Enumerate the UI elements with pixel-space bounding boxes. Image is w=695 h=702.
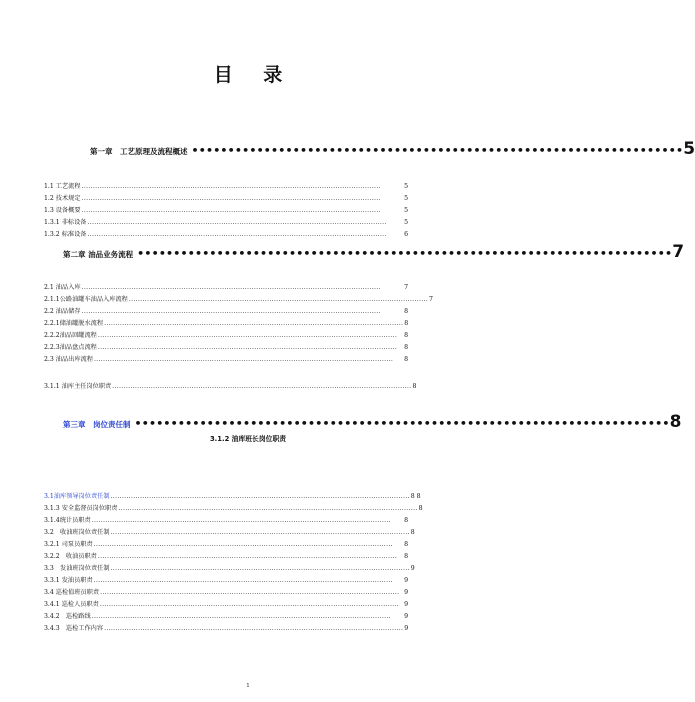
toc-entry[interactable]	[44, 553, 408, 560]
entry-page: 9	[404, 625, 409, 632]
toc-entry[interactable]	[44, 320, 408, 327]
entry-page: 9	[404, 589, 408, 596]
toc-entry[interactable]	[44, 493, 421, 500]
chapter-page: 7	[672, 242, 685, 262]
entry-text: 3.4.2 巡检路线	[44, 613, 91, 620]
entry-page: 8	[404, 308, 408, 315]
toc-entry[interactable]	[44, 284, 408, 291]
entry-text: 2.3 油品出库流程	[44, 356, 93, 363]
entry-text: 3.1.3 安全监督员岗位职责	[44, 505, 118, 512]
entry-text: 3.4 巡检值班员职责	[44, 589, 100, 596]
page-title: 目 录	[213, 64, 295, 86]
entry-text: 3.4.3 巡检工作内容	[44, 625, 104, 632]
entry-text: 2.2 油品储存	[44, 308, 81, 315]
chapter-1[interactable]	[90, 139, 695, 159]
dot-leader: ....................................................................................................................................	[93, 356, 394, 363]
page-number: 1	[246, 683, 250, 689]
entry-page: 7	[404, 284, 408, 291]
entry-text: 2.1.1公路油罐车油品入库流程	[44, 296, 128, 303]
entry-text: 3.2.1 司泵员职责	[44, 541, 93, 548]
chapter-label: 第一章 工艺原理及流程概述	[90, 147, 188, 156]
entry-text: 3.4.1 巡检人员职责	[44, 601, 99, 608]
dot-leader: ....................................................................................................................................	[91, 517, 391, 524]
entry-text: 1.3.1 非标设备	[44, 219, 87, 226]
dot-leader: ....................................................................................................................................	[110, 565, 410, 572]
chapter-page: 5	[683, 139, 695, 159]
sub-heading: 3.1.2 油库班长岗位职责	[209, 435, 287, 443]
dot-leader: ....................................................................................................................................	[81, 284, 381, 291]
dot-leader: ....................................................................................................................................	[110, 493, 410, 500]
entry-text: 3.2.2 收油员职责	[44, 553, 97, 560]
dot-leader: ....................................................................................................................................	[99, 601, 400, 608]
toc-entry[interactable]	[44, 529, 415, 536]
dot-leader: ....................................................................................................................................	[93, 541, 393, 548]
toc-entry[interactable]	[44, 383, 417, 390]
entry-text: 2.2.2油品回罐流程	[44, 332, 97, 339]
entry-page: 8 8	[410, 493, 421, 500]
entry-text: 2.2.3油品盘点流程	[44, 344, 97, 351]
dot-leader: ••••••••••••••••••••••••••••••••••••••••••••••••••••••••••••••••••••••••••	[137, 247, 673, 260]
entry-text: 3.2 收油班岗位责任制	[44, 529, 110, 536]
dot-leader: ....................................................................................................................................	[104, 320, 404, 327]
entry-page: 8	[404, 541, 408, 548]
toc-entry[interactable]	[44, 541, 408, 548]
dot-leader: ....................................................................................................................................	[81, 308, 381, 315]
entry-page: 8	[412, 383, 417, 390]
toc-entry[interactable]	[44, 577, 408, 584]
toc-entry[interactable]	[44, 344, 408, 351]
toc-entry[interactable]	[44, 625, 408, 632]
dot-leader: ....................................................................................................................................	[97, 344, 398, 351]
dot-leader: ....................................................................................................................................	[81, 207, 381, 214]
entry-text: 3.1油库领导岗位责任制	[44, 493, 110, 500]
entry-page: 8	[404, 332, 408, 339]
toc-entry[interactable]	[44, 207, 408, 214]
entry-page: 5	[404, 207, 408, 214]
entry-page: 8	[418, 505, 423, 512]
dot-leader: ....................................................................................................................................	[97, 553, 398, 560]
dot-leader: ....................................................................................................................................	[100, 589, 400, 596]
chapter-2[interactable]	[63, 242, 685, 262]
toc-entry[interactable]	[44, 231, 408, 238]
entry-text: 3.1.1 油库主任岗位职责	[44, 383, 112, 390]
entry-page: 6	[404, 231, 408, 238]
dot-leader: ....................................................................................................................................	[91, 613, 391, 620]
entry-page: 7	[429, 296, 433, 303]
toc-entry[interactable]	[44, 589, 408, 596]
toc-entry[interactable]	[44, 613, 408, 620]
toc-entry[interactable]	[44, 183, 408, 190]
entry-text: 3.3.1 发油员职责	[44, 577, 93, 584]
dot-leader: ....................................................................................................................................	[110, 529, 410, 536]
entry-text: 1.3.2 标准设备	[44, 231, 87, 238]
entry-page: 9	[410, 565, 415, 572]
dot-leader: ....................................................................................................................................	[87, 219, 387, 226]
dot-leader: ....................................................................................................................................	[81, 195, 381, 202]
chapter-label: 第三章 岗位责任制	[63, 420, 131, 429]
entry-page: 9	[404, 613, 408, 620]
entry-text: 1.3 设备概要	[44, 207, 81, 214]
dot-leader: ••••••••••••••••••••••••••••••••••••••••••••••••••••••••••••••••••••••••••	[134, 417, 670, 430]
entry-text: 2.1 油品入库	[44, 284, 81, 291]
entry-page: 5	[404, 183, 408, 190]
dot-leader: ••••••••••••••••••••••••••••••••••••••••••••••••••••••••••••••••••••	[191, 144, 684, 157]
chapter-label: 第二章 油品业务流程	[63, 250, 134, 259]
entry-text: 1.2 技术规定	[44, 195, 81, 202]
toc-entry[interactable]	[44, 601, 408, 608]
toc-entry[interactable]	[44, 308, 408, 315]
entry-text: 3.3 发油班岗位责任制	[44, 565, 110, 572]
entry-page: 8	[404, 344, 408, 351]
entry-page: 8	[404, 320, 409, 327]
dot-leader: ....................................................................................................................................	[93, 577, 393, 584]
dot-leader: ....................................................................................................................................	[87, 231, 387, 238]
toc-entry[interactable]	[44, 517, 408, 524]
entry-text: 1.1 工艺流程	[44, 183, 81, 190]
dot-leader: ....................................................................................................................................	[112, 383, 412, 390]
toc-entry[interactable]	[44, 565, 415, 572]
entry-text: 3.1.4统计员职责	[44, 517, 91, 524]
entry-page: 5	[404, 195, 408, 202]
entry-page: 9	[404, 577, 408, 584]
toc-entry[interactable]	[44, 195, 408, 202]
chapter-3[interactable]	[63, 412, 682, 432]
dot-leader: ....................................................................................................................................	[104, 625, 404, 632]
toc-entry[interactable]	[44, 219, 408, 226]
dot-leader: ....................................................................................................................................	[118, 505, 418, 512]
toc-entry[interactable]	[44, 505, 423, 512]
entry-page: 8	[404, 517, 408, 524]
toc-entry[interactable]	[44, 332, 408, 339]
entry-page: 5	[404, 219, 408, 226]
dot-leader: ....................................................................................................................................	[81, 183, 381, 190]
entry-page: 8	[410, 529, 415, 536]
toc-entry[interactable]	[44, 356, 408, 363]
entry-page: 9	[404, 601, 408, 608]
dot-leader: ....................................................................................................................................	[128, 296, 429, 303]
entry-page: 8	[404, 356, 408, 363]
dot-leader: ....................................................................................................................................	[97, 332, 398, 339]
entry-text: 2.2.1储油罐脱水流程	[44, 320, 104, 327]
chapter-page: 8	[669, 412, 682, 432]
entry-page: 8	[404, 553, 408, 560]
toc-entry[interactable]	[44, 296, 433, 303]
